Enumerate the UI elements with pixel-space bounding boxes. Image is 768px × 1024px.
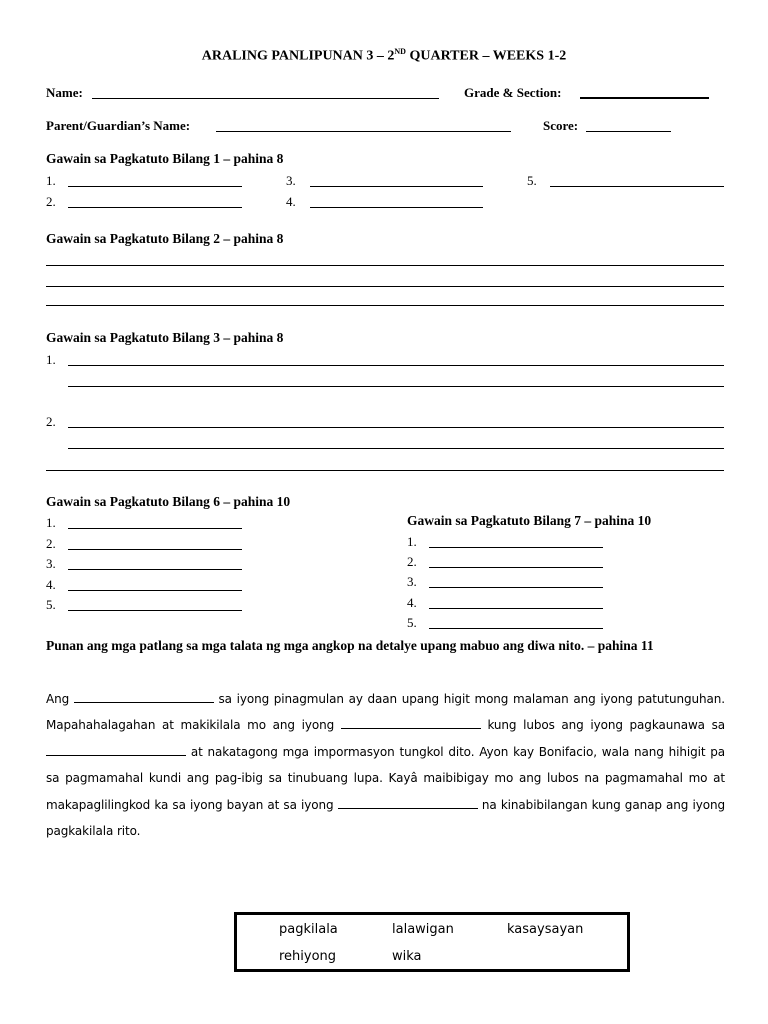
g7-answer-2[interactable]: [429, 567, 603, 568]
paragraph-text-5: na kinabibilangan kung ganap ang iyong pagkakilala rito.: [46, 797, 725, 839]
word-bank-item: pagkilala: [279, 922, 338, 937]
g6-answer-1[interactable]: [68, 528, 242, 529]
gawain-1-heading: Gawain sa Pagkatuto Bilang 1 – pahina 8: [46, 151, 284, 166]
word-bank-item: lalawigan: [392, 922, 454, 937]
g7-answer-4[interactable]: [429, 608, 603, 609]
word-bank-item: wika: [392, 949, 422, 964]
g1-answer-1[interactable]: [68, 186, 242, 187]
g6-num-4: 4.: [46, 577, 56, 592]
g6-answer-5[interactable]: [68, 610, 242, 611]
g6-answer-2[interactable]: [68, 549, 242, 550]
paragraph-blank-4[interactable]: [338, 797, 478, 809]
g1-num-4: 4.: [286, 194, 296, 209]
gawain-2-heading: Gawain sa Pagkatuto Bilang 2 – pahina 8: [46, 231, 284, 246]
g7-num-5: 5.: [407, 615, 417, 630]
g1-num-1: 1.: [46, 173, 56, 188]
g7-num-3: 3.: [407, 574, 417, 589]
paragraph-blank-2[interactable]: [341, 717, 481, 729]
g6-answer-3[interactable]: [68, 569, 242, 570]
g1-answer-4[interactable]: [310, 207, 483, 208]
g6-num-2: 2.: [46, 536, 56, 551]
g2-answer-line-3[interactable]: [46, 305, 724, 306]
g1-answer-3[interactable]: [310, 186, 483, 187]
word-bank-item: kasaysayan: [507, 922, 584, 937]
g1-num-5: 5.: [527, 173, 537, 188]
g6-answer-4[interactable]: [68, 590, 242, 591]
name-field[interactable]: [92, 98, 439, 99]
g6-num-1: 1.: [46, 515, 56, 530]
paragraph-text-4: at nakatagong mga impormasyon tungkol dito. Ayon kay Bonifacio, wala nang hihigit pa sa pagmamahal kundi ang pag-ibig sa tinubuang lupa. Kayâ maibibigay mo ang lubos na pagmamahal mo at makapaglilingkod ka sa iyong bayan at sa iyong: [46, 744, 726, 812]
g6-num-3: 3.: [46, 556, 56, 571]
word-bank-item: rehiyong: [279, 949, 337, 964]
g3-num-1: 1.: [46, 352, 56, 367]
g1-num-2: 2.: [46, 194, 56, 209]
guardian-label: Parent/Guardian’s Name:: [46, 118, 191, 133]
page-title: ARALING PANLIPUNAN 3 – 2ND QUARTER – WEEKS 1-2: [201, 47, 567, 64]
g3-answer-1-line-2[interactable]: [68, 386, 724, 387]
g3-answer-2-line-2[interactable]: [68, 448, 724, 449]
score-field[interactable]: [586, 131, 671, 132]
paragraph-blank-1[interactable]: [74, 691, 214, 703]
name-label: Name:: [46, 85, 83, 100]
paragraph-text-3: kung lubos ang iyong pagkaunawa sa: [487, 718, 726, 733]
g7-answer-3[interactable]: [429, 587, 603, 588]
g7-answer-1[interactable]: [429, 547, 603, 548]
g7-num-2: 2.: [407, 554, 417, 569]
gawain-7-heading: Gawain sa Pagkatuto Bilang 7 – pahina 10: [407, 513, 652, 528]
g7-answer-5[interactable]: [429, 628, 603, 629]
paragraph-text-1: Ang: [46, 692, 70, 706]
grade-section-label: Grade & Section:: [464, 85, 562, 100]
gawain-6-heading: Gawain sa Pagkatuto Bilang 6 – pahina 10: [46, 494, 291, 509]
g3-num-2: 2.: [46, 414, 56, 429]
gawain-3-heading: Gawain sa Pagkatuto Bilang 3 – pahina 8: [46, 330, 284, 345]
g7-num-1: 1.: [407, 534, 417, 549]
g7-num-4: 4.: [407, 595, 417, 610]
fill-in-instruction: Punan ang mga patlang sa mga talata ng mga angkop na detalye upang mabuo ang diwa nito. – pahina 11: [46, 638, 654, 653]
g3-answer-1-line-1[interactable]: [68, 365, 724, 366]
paragraph-blank-3[interactable]: [46, 744, 186, 756]
g1-answer-2[interactable]: [68, 207, 242, 208]
guardian-field[interactable]: [216, 131, 511, 132]
g2-answer-line-2[interactable]: [46, 286, 724, 287]
g2-answer-line-1[interactable]: [46, 265, 724, 266]
paragraph-text-2: sa iyong pinagmulan ay daan upang higit mong malaman ang iyong patutunguhan. Mapahahalagahan at makikilala mo ang iyong: [46, 692, 725, 733]
g3-answer-2-line-1[interactable]: [68, 427, 724, 428]
score-label: Score:: [543, 118, 579, 133]
grade-section-field[interactable]: [580, 97, 709, 99]
g1-num-3: 3.: [286, 173, 296, 188]
g3-answer-2-line-3[interactable]: [46, 470, 724, 471]
g6-num-5: 5.: [46, 597, 56, 612]
fill-in-paragraph: [46, 686, 725, 844]
word-bank: [234, 912, 630, 972]
g1-answer-5[interactable]: [550, 186, 724, 187]
